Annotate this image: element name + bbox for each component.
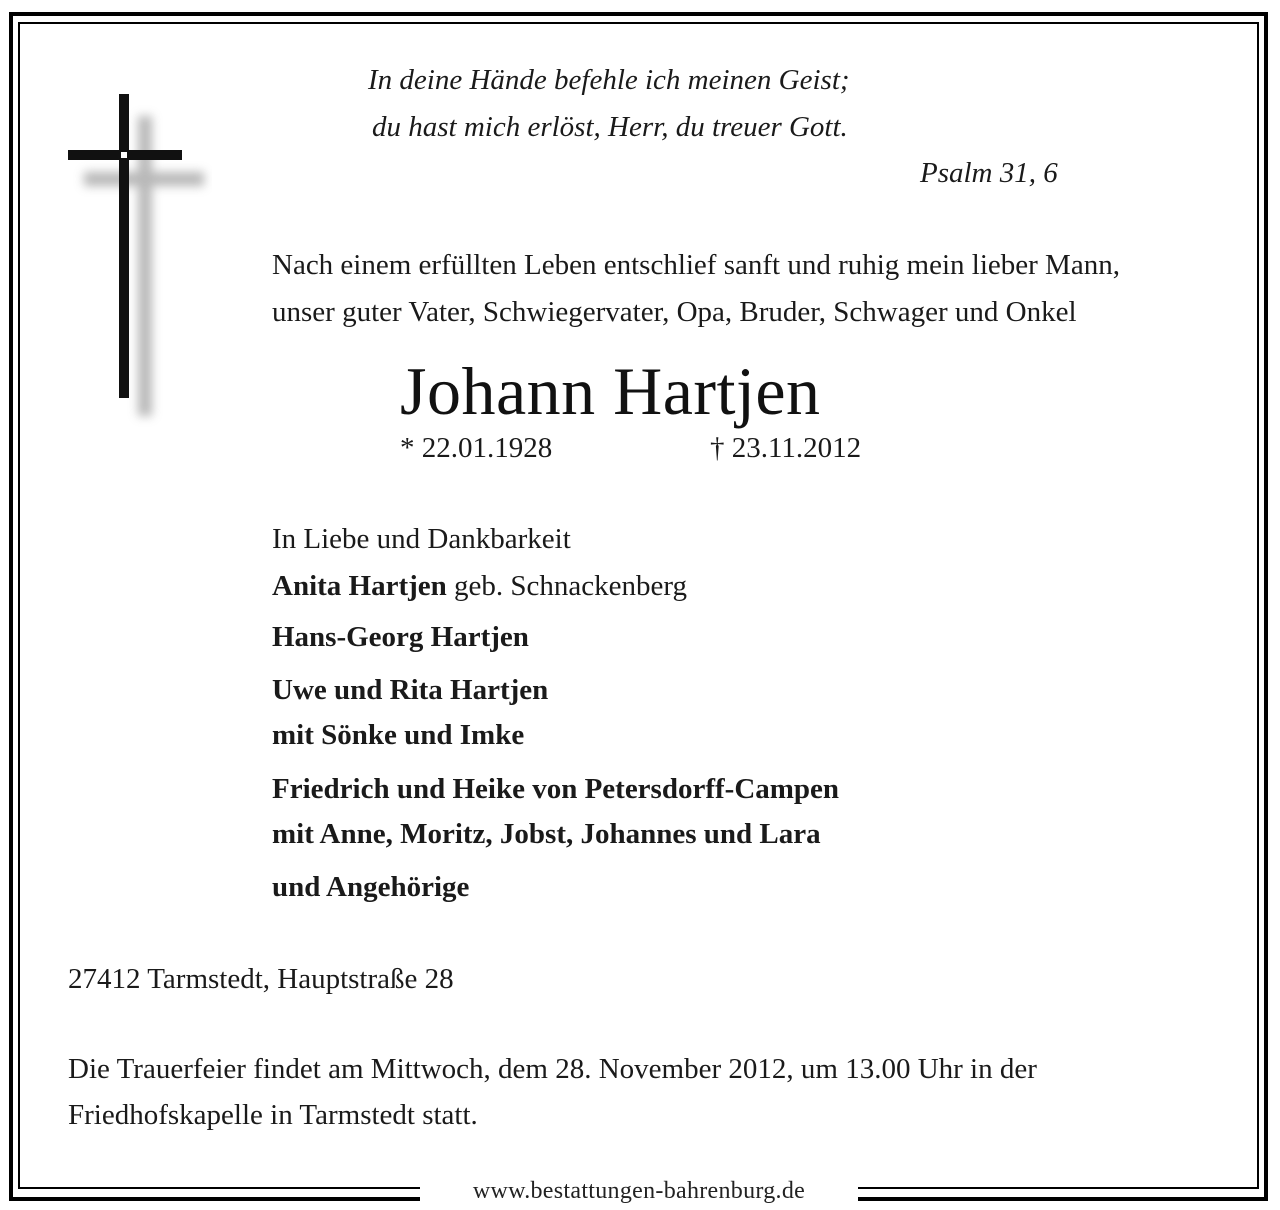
service-line-2: Friedhofskapelle in Tarmstedt statt. [68,1099,478,1131]
mourner-line-2: Hans-Georg Hartjen [272,621,529,653]
verse-line-1: In deine Hände befehle ich meinen Geist; [368,64,850,96]
intro-line-2: unser guter Vater, Schwiegervater, Opa, Bruder, Schwager und Onkel [272,296,1077,328]
mourner-wife-name: Anita Hartjen [272,570,447,602]
verse-reference: Psalm 31, 6 [920,157,1058,189]
birth-date: * 22.01.1928 [400,432,553,464]
mourner-wife [272,570,687,603]
cross-icon [62,88,212,428]
mourners-opening: In Liebe und Dankbarkeit [272,523,571,555]
mourner-line-6: mit Anne, Moritz, Jobst, Johannes und Lara [272,818,821,850]
service-line-1: Die Trauerfeier findet am Mittwoch, dem 28. November 2012, um 13.00 Uhr in der [68,1053,1037,1085]
verse-line-2: du hast mich erlöst, Herr, du treuer Gott. [372,111,848,143]
mourner-line-3: Uwe und Rita Hartjen [272,674,549,706]
address: 27412 Tarmstedt, Hauptstraße 28 [68,963,454,995]
mourner-wife-maiden: geb. Schnackenberg [454,570,688,602]
deceased-name: Johann Hartjen [400,353,821,429]
footer-url: www.bestattungen-bahrenburg.de [420,1172,858,1210]
mourner-line-5: Friedrich und Heike von Petersdorff-Campen [272,773,840,805]
mourner-line-7: und Angehörige [272,871,470,903]
death-date: † 23.11.2012 [710,432,862,464]
intro-line-1: Nach einem erfüllten Leben entschlief sanft und ruhig mein lieber Mann, [272,249,1120,281]
mourner-line-4: mit Sönke und Imke [272,719,525,751]
